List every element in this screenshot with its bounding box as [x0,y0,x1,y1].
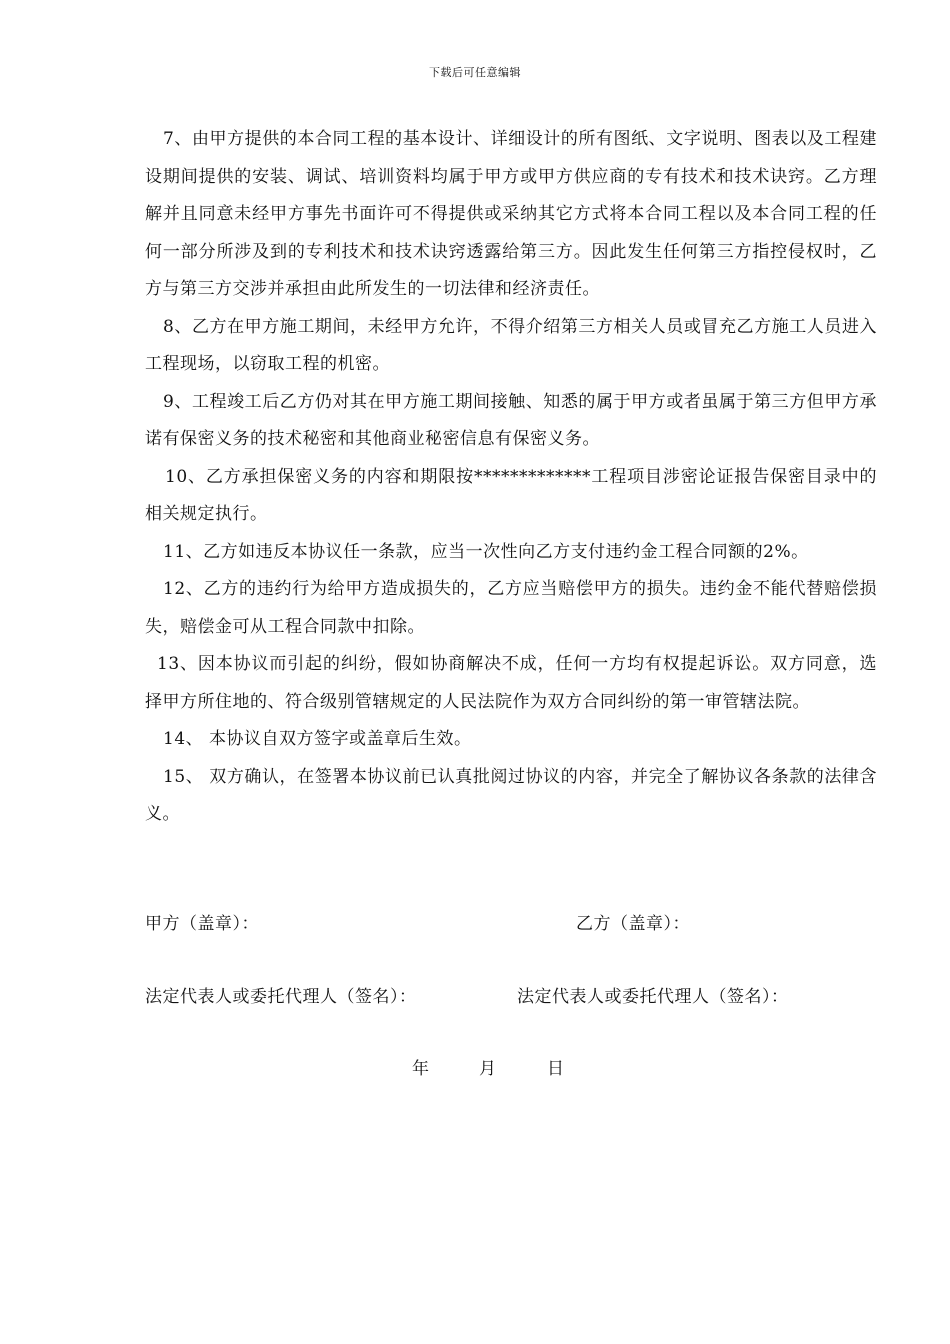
party-b-rep-label: 法定代表人或委托代理人（签名）： [517,987,789,1007]
agreement-body [145,121,877,834]
party-a-seal-label: 甲方（盖章）： [145,914,259,934]
clause-11: 11、乙方如违反本协议任一条款，应当一次性向乙方支付违约金工程合同额的2%。 [163,541,809,562]
header-note: 下载后可任意编辑 [429,66,521,79]
party-a-rep-label: 法定代表人或委托代理人（签名）： [145,987,417,1007]
clause-7: 7、由甲方提供的本合同工程的基本设计、详细设计的所有图纸、文字说明、图表以及工程建设期间提供的安装、调试、培训资料均属于甲方或甲方供应商的专有技术和技术诀窍。乙方理解并且同意未经甲方事先书面许可不得提供或采纳其它方式将本合同工程以及本合同工程的任何一部分所涉及到的专利技术和技术诀窍透露给第三方。因此发生任何第三方指控侵权时，乙方与第三方交涉并承担由此所发生的一切法律和经济责任。 [145,129,877,299]
party-b-seal-label: 乙方（盖章）： [576,914,690,934]
clause-13: 13、因本协议而引起的纠纷，假如协商解决不成，任何一方均有权提起诉讼。双方同意，选择甲方所住地的、符合级别管辖规定的人民法院作为双方合同纠纷的第一审管辖法院。 [145,654,877,712]
clause-14: 14、 本协议自双方签字或盖章后生效。 [163,729,472,749]
date-year: 年 [412,1059,430,1079]
date-day: 日 [547,1059,565,1079]
clause-10: 10、乙方承担保密义务的内容和期限按*************工程项目涉密论证报告保密目录中的相关规定执行。 [145,466,877,524]
clause-12: 12、乙方的违约行为给甲方造成损失的，乙方应当赔偿甲方的损失。违约金不能代替赔偿损失，赔偿金可从工程合同款中扣除。 [145,579,877,637]
date-month: 月 [479,1059,497,1079]
clause-15: 15、 双方确认，在签署本协议前已认真批阅过协议的内容，并完全了解协议各条款的法律含义。 [145,766,877,824]
clause-8: 8、乙方在甲方施工期间，未经甲方允许，不得介绍第三方相关人员或冒充乙方施工人员进入工程现场，以窃取工程的机密。 [145,316,877,374]
clause-9: 9、工程竣工后乙方仍对其在甲方施工期间接触、知悉的属于甲方或者虽属于第三方但甲方承诺有保密义务的技术秘密和其他商业秘密信息有保密义务。 [145,391,877,449]
